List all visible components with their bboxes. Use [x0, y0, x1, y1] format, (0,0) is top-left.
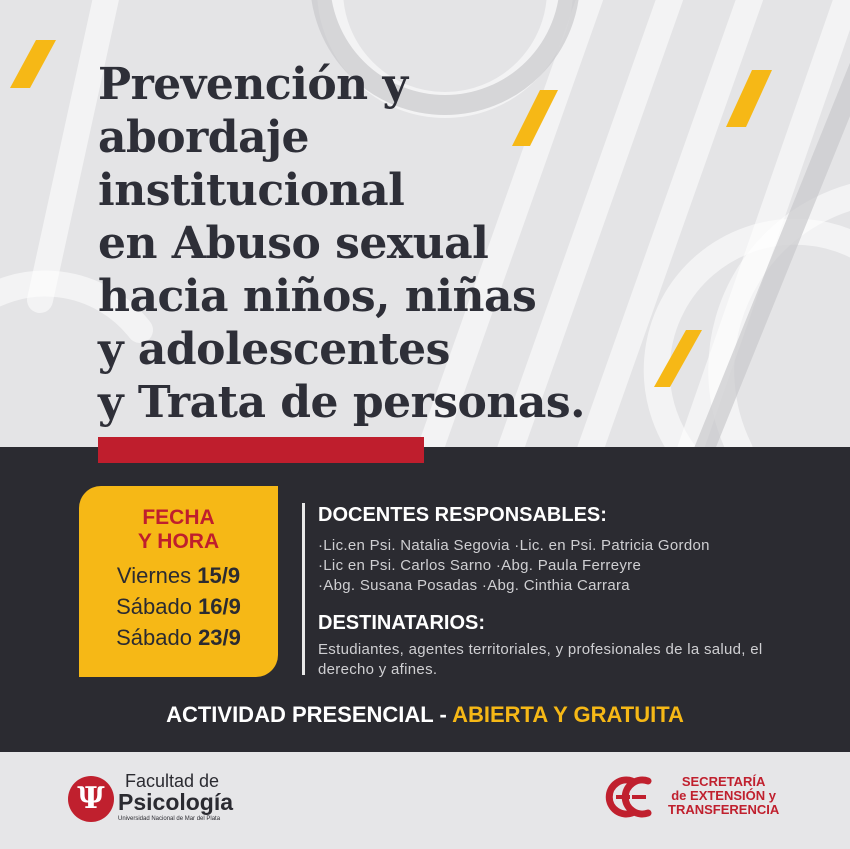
- vertical-divider: [302, 503, 305, 675]
- title-line: hacia niños, niñas: [98, 271, 537, 322]
- activity-access: ABIERTA Y GRATUITA: [452, 702, 684, 727]
- date-value: 23/9: [198, 625, 241, 650]
- psi-glyph: Ψ: [77, 781, 105, 816]
- psicologia-logo: [68, 770, 238, 830]
- date-day: Viernes: [116, 563, 198, 588]
- title-line: y adolescentes: [98, 324, 450, 375]
- docente-line: ·Abg. Susana Posadas ·Abg. Cinthia Carrara: [318, 577, 630, 594]
- red-accent-bar: [98, 437, 424, 463]
- date-value: 16/9: [198, 594, 241, 619]
- destinatarios-text: Estudiantes, agentes territoriales, y profesionales de la salud, el derecho y afines.: [318, 641, 763, 678]
- secretaria-logo-text: SECRETARÍA de EXTENSIÓN y TRANSFERENCIA: [668, 774, 780, 817]
- destinatarios-heading: DESTINATARIOS:: [318, 612, 486, 634]
- date-day: Sábado: [116, 594, 199, 619]
- title-line: en Abuso sexual: [98, 218, 489, 269]
- date-list: [79, 560, 278, 653]
- info-column: [318, 502, 838, 680]
- psicologia-logo-line2: Psicología: [118, 789, 234, 815]
- date-box: [79, 486, 278, 677]
- yellow-dash-1: [10, 40, 56, 88]
- secretaria-logo: [602, 771, 792, 823]
- docente-line: ·Lic.en Psi. Natalia Segovia ·Lic. en Psi. Patricia Gordon: [318, 537, 710, 554]
- title-line: Prevención y: [98, 59, 408, 110]
- title-line: abordaje: [98, 112, 309, 163]
- date-day: Sábado: [116, 625, 199, 650]
- title-line: institucional: [98, 165, 405, 216]
- extension-logo-icon: [602, 773, 666, 821]
- docentes-heading: DOCENTES RESPONSABLES:: [318, 504, 607, 526]
- date-row: [79, 560, 278, 591]
- date-box-label: FECHA Y HORA: [137, 506, 220, 553]
- docente-line: ·Lic en Psi. Carlos Sarno ·Abg. Paula Ferreyre: [318, 557, 642, 574]
- date-row: [79, 591, 278, 622]
- activity-type: ACTIVIDAD PRESENCIAL -: [166, 702, 453, 727]
- docentes-list: [318, 536, 838, 596]
- date-value: 15/9: [197, 563, 241, 588]
- title-line: y Trata de personas.: [98, 377, 585, 428]
- psicologia-logo-line3: Universidad Nacional de Mar del Plata: [118, 816, 221, 822]
- activity-banner: [0, 701, 850, 729]
- psicologia-logo-line1: Facultad de: [125, 771, 220, 791]
- page-title: [98, 58, 585, 429]
- date-row: [79, 622, 278, 653]
